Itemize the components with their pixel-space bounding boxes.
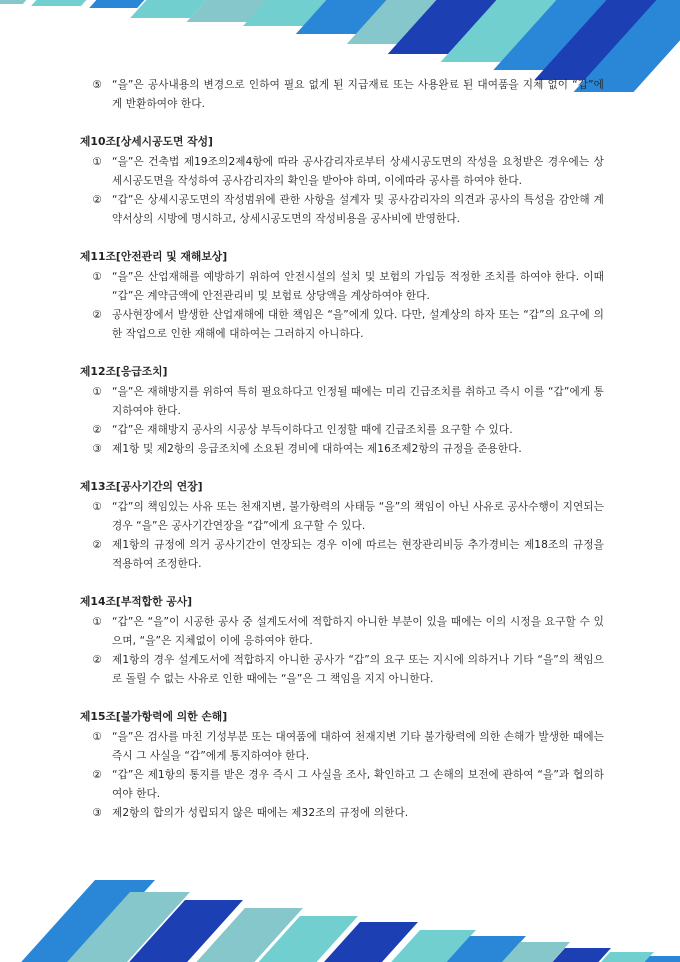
list-item [80, 383, 604, 421]
item-text: 제1항의 규정에 의거 공사기간이 연장되는 경우 이에 따르는 현장관리비등 추가경비는 제18조의 규정을 적용하여 조정한다. [112, 539, 604, 570]
item-number: ② [92, 539, 102, 551]
item-number: ② [92, 654, 102, 666]
list-item [80, 498, 604, 536]
item-text: 제1항의 경우 설계도서에 적합하지 아니한 공사가 “갑”의 요구 또는 지시에 의하거나 기타 “을”의 책임으로 돌릴 수 없는 사유로 인한 때에는 “을”은 그 책임을 지지 아니한다. [112, 654, 604, 685]
list-item [80, 536, 604, 574]
bottom-stripe-decoration [0, 872, 680, 962]
item-text: “갑”은 재해방지 공사의 시공상 부득이하다고 인정할 때에 긴급조치를 요구할 수 있다. [112, 424, 513, 436]
list-item [80, 191, 604, 229]
article-heading: 제13조[공사기간의 연장] [80, 480, 203, 493]
item-text: “갑”의 책임있는 사유 또는 천재지변, 불가항력의 사태등 “을”의 책임이 아닌 사유로 공사수행이 지연되는 경우 “을”은 공사기간연장을 “갑”에게 요구할 수 있다. [112, 501, 604, 532]
item-number: ③ [92, 807, 102, 819]
list-item [80, 613, 604, 651]
item-text: “을”은 공사내용의 변경으로 인하여 필요 없게 된 지급재료 또는 사용완료 된 대여품을 지체 없이 “갑”에게 반환하여야 한다. [112, 79, 604, 110]
item-number: ③ [92, 443, 102, 455]
list-item [80, 728, 604, 766]
list-item [80, 306, 604, 344]
item-text: “을”은 검사를 마친 기성부분 또는 대여품에 대하여 천재지변 기타 불가항력에 의한 손해가 발생한 때에는 즉시 그 사실을 “갑”에게 통지하여야 한다. [112, 731, 604, 762]
item-number: ⑤ [92, 79, 102, 91]
article-section [80, 707, 604, 823]
list-item [80, 153, 604, 191]
item-number: ① [92, 156, 102, 168]
list-item [80, 421, 604, 440]
document-body [80, 76, 604, 823]
item-text: “갑”은 “을”이 시공한 공사 중 설계도서에 적합하지 아니한 부분이 있을 때에는 이의 시정을 요구할 수 있으며, “을”은 지체없이 이에 응하여야 한다. [112, 616, 604, 647]
article-section [80, 477, 604, 574]
item-number: ① [92, 731, 102, 743]
article-heading: 제11조[안전관리 및 재해보상] [80, 250, 228, 263]
article-section [80, 362, 604, 459]
list-item [80, 766, 604, 804]
article-heading: 제10조[상세시공도면 작성] [80, 135, 213, 148]
list-item [80, 651, 604, 689]
item-text: “을”은 건축법 제19조의2제4항에 따라 공사감리자로부터 상세시공도면의 작성을 요청받은 경우에는 상세시공도면을 작성하여 공사감리자의 확인을 받아야 하며, 이에따라 공사를 하여야 한다. [112, 156, 604, 187]
item-number: ① [92, 271, 102, 283]
list-item [80, 76, 604, 114]
item-number: ② [92, 194, 102, 206]
item-text: “을”은 산업재해를 예방하기 위하여 안전시설의 설치 및 보험의 가입등 적정한 조치를 하여야 한다. 이때 “갑”은 계약금액에 안전관리비 및 보험료 상당액을 계상하여야 한다. [112, 271, 604, 302]
list-item [80, 440, 604, 459]
item-number: ① [92, 386, 102, 398]
article-heading: 제15조[불가항력에 의한 손해] [80, 710, 228, 723]
stripe-shape [31, 0, 90, 6]
article-heading: 제12조[응급조치] [80, 365, 168, 378]
item-text: 공사현장에서 발생한 산업재해에 대한 책임은 “을”에게 있다. 다만, 설계상의 하자 또는 “갑”의 요구에 의한 작업으로 인한 재해에 대하여는 그러하지 아니하다. [112, 309, 604, 340]
item-number: ① [92, 616, 102, 628]
item-text: 제1항 및 제2항의 응급조치에 소요된 경비에 대하여는 제16조제2항의 규정을 준용한다. [112, 443, 522, 455]
list-item [80, 268, 604, 306]
item-number: ② [92, 309, 102, 321]
item-text: “을”은 재해방지를 위하여 특히 필요하다고 인정될 때에는 미리 긴급조치를 취하고 즉시 이를 “갑”에게 통지하여야 한다. [112, 386, 604, 417]
list-item [80, 804, 604, 823]
article-list [80, 132, 604, 823]
item-text: 제2항의 합의가 성립되지 않은 때에는 제32조의 규정에 의한다. [112, 807, 409, 819]
item-number: ② [92, 424, 102, 436]
item-number: ① [92, 501, 102, 513]
article-section [80, 247, 604, 344]
article-section [80, 132, 604, 229]
item-number: ② [92, 769, 102, 781]
article-section [80, 592, 604, 689]
item-text: “갑”은 상세시공도면의 작성범위에 관한 사항을 설계자 및 공사감리자의 의견과 공사의 특성을 감안해 계약서상의 시방에 명시하고, 상세시공도면의 작성비용을 공사비에 반영한다. [112, 194, 604, 225]
item-text: “갑”은 제1항의 통지를 받은 경우 즉시 그 사실을 조사, 확인하고 그 손해의 보전에 관하여 “을”과 협의하여야 한다. [112, 769, 604, 800]
article-heading: 제14조[부적합한 공사] [80, 595, 193, 608]
stripe-shape [0, 0, 30, 4]
